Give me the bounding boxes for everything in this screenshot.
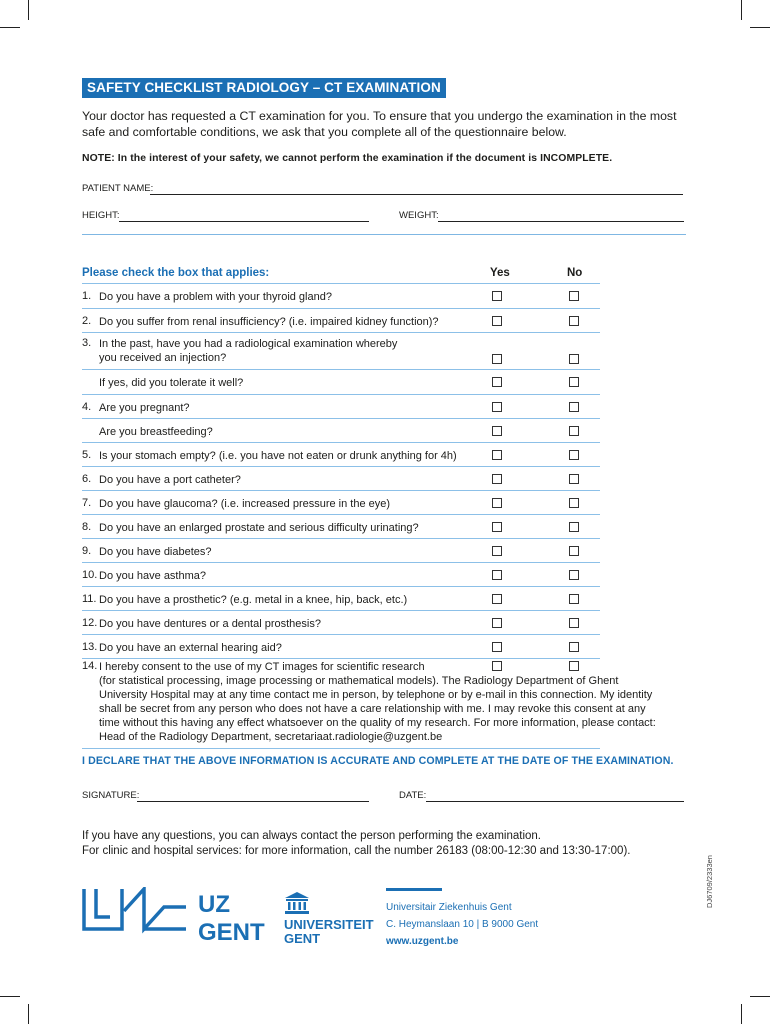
weight-label: WEIGHT:: [399, 210, 439, 221]
crop-mark: [0, 27, 20, 28]
document-title: SAFETY CHECKLIST RADIOLOGY – CT EXAMINATION: [82, 78, 446, 98]
question-text: Do you have an enlarged prostate and serious difficulty urinating?: [99, 522, 419, 534]
signature-label: SIGNATURE:: [82, 790, 140, 801]
no-column-header: No: [567, 267, 583, 279]
question-number: 5.: [82, 449, 92, 461]
hospital-name: Universitair Ziekenhuis Gent: [386, 902, 512, 913]
uz-logo-text: UZ: [198, 891, 230, 918]
signature-field[interactable]: [137, 801, 369, 802]
no-checkbox[interactable]: [569, 498, 579, 508]
consent-line: Head of the Radiology Department, secretariaat.radiologie@uzgent.be: [99, 731, 443, 743]
contact-text: [82, 829, 630, 858]
question-number: 11.: [82, 593, 97, 605]
question-number: 2.: [82, 315, 92, 327]
yes-checkbox[interactable]: [492, 594, 502, 604]
question-row-8: [82, 515, 600, 539]
yes-checkbox[interactable]: [492, 291, 502, 301]
yes-checkbox[interactable]: [492, 474, 502, 484]
date-field[interactable]: [426, 801, 684, 802]
university-gent-text: GENT: [284, 931, 321, 946]
question-row-12: [82, 611, 600, 635]
intro-text: [82, 108, 692, 140]
question-row-3b: [82, 370, 600, 395]
yes-checkbox[interactable]: [492, 618, 502, 628]
patient-name-field[interactable]: [150, 194, 683, 195]
patient-name-label: PATIENT NAME:: [82, 183, 154, 194]
yes-checkbox[interactable]: [492, 450, 502, 460]
uz-gent-logo-icon: [82, 887, 188, 943]
yes-checkbox[interactable]: [492, 661, 502, 671]
no-checkbox[interactable]: [569, 291, 579, 301]
question-number: 6.: [82, 473, 92, 485]
question-number: 13.: [82, 641, 98, 653]
question-text: Do you have dentures or a dental prosthesis?: [99, 618, 321, 630]
question-text: I hereby consent to the use of my CT images for scientific research: [99, 661, 425, 673]
question-number: 10.: [82, 569, 98, 581]
consent-line: University Hospital may at any time contact me in person, by telephone or by e-mail in this connection. My identity: [99, 689, 653, 701]
no-checkbox[interactable]: [569, 546, 579, 556]
question-text: If yes, did you tolerate it well?: [99, 377, 244, 389]
question-number: 4.: [82, 401, 92, 413]
question-number: 12.: [82, 617, 98, 629]
question-text: [99, 337, 397, 365]
question-text: Do you suffer from renal insufficiency? (i.e. impaired kidney function)?: [99, 316, 439, 328]
no-checkbox[interactable]: [569, 661, 579, 671]
crop-mark: [750, 27, 770, 28]
declaration: I DECLARE THAT THE ABOVE INFORMATION IS ACCURATE AND COMPLETE AT THE DATE OF THE EXAMINATION.: [82, 755, 674, 767]
no-checkbox[interactable]: [569, 642, 579, 652]
question-text: Do you have a problem with your thyroid gland?: [99, 291, 332, 303]
yes-column-header: Yes: [490, 267, 510, 279]
no-checkbox[interactable]: [569, 522, 579, 532]
question-text: Are you pregnant?: [99, 402, 190, 414]
question-row-6: [82, 467, 600, 491]
crop-mark: [750, 996, 770, 997]
question-number: 7.: [82, 497, 92, 509]
contact-line: If you have any questions, you can always contact the person performing the examination.: [82, 830, 541, 842]
date-label: DATE:: [399, 790, 427, 801]
checklist-instruction: Please check the box that applies:: [82, 267, 270, 279]
crop-mark: [28, 0, 29, 20]
no-checkbox[interactable]: [569, 474, 579, 484]
yes-checkbox[interactable]: [492, 498, 502, 508]
weight-field[interactable]: [438, 221, 684, 222]
height-field[interactable]: [119, 221, 369, 222]
crop-mark: [741, 0, 742, 20]
question-number: 3.: [82, 337, 92, 349]
question-number: 14.: [82, 660, 98, 672]
gent-logo-text: GENT: [198, 919, 265, 946]
yes-checkbox[interactable]: [492, 642, 502, 652]
no-checkbox[interactable]: [569, 402, 579, 412]
no-checkbox[interactable]: [569, 426, 579, 436]
no-checkbox[interactable]: [569, 594, 579, 604]
question-number: 9.: [82, 545, 92, 557]
yes-checkbox[interactable]: [492, 316, 502, 326]
yes-checkbox[interactable]: [492, 426, 502, 436]
question-row-9: [82, 539, 600, 563]
consent-text: [99, 674, 689, 744]
question-row-11: [82, 587, 600, 611]
intro-line: safe and comfortable conditions, we ask that you complete all of the questionnaire below.: [82, 125, 567, 139]
question-row-13: [82, 635, 600, 659]
question-number: 1.: [82, 290, 92, 302]
contact-line: For clinic and hospital services: for more information, call the number 26183 (08:00-12:30 and 13:30-17:00).: [82, 844, 631, 857]
no-checkbox[interactable]: [569, 618, 579, 628]
consent-line: time without this having any effect whatsoever on the quality of my research. For more information, please contact:: [99, 717, 656, 729]
hospital-website-link[interactable]: www.uzgent.be: [386, 936, 459, 947]
question-row-10: [82, 563, 600, 587]
yes-checkbox[interactable]: [492, 570, 502, 580]
university-building-icon: [284, 891, 310, 915]
incomplete-note: NOTE: In the interest of your safety, we cannot perform the examination if the document is INCOMPLETE.: [82, 153, 613, 164]
yes-checkbox[interactable]: [492, 522, 502, 532]
crop-mark: [0, 996, 20, 997]
hospital-address: C. Heymanslaan 10 | B 9000 Gent: [386, 919, 539, 930]
consent-line: shall be secret from any person who does not have a care relationship with me. I may revoke this consent at any: [99, 703, 646, 715]
yes-checkbox[interactable]: [492, 546, 502, 556]
question-row-5: [82, 443, 600, 467]
question-row-3: [82, 333, 600, 370]
height-label: HEIGHT:: [82, 210, 120, 221]
no-checkbox[interactable]: [569, 354, 579, 364]
no-checkbox[interactable]: [569, 316, 579, 326]
question-text-line: In the past, have you had a radiological examination whereby: [99, 338, 398, 350]
question-row-1: [82, 284, 600, 309]
university-logo-text: UNIVERSITEIT: [284, 917, 374, 932]
question-text: Do you have a prosthetic? (e.g. metal in a knee, hip, back, etc.): [99, 594, 408, 606]
intro-line: Your doctor has requested a CT examination for you. To ensure that you undergo the examination in the most: [82, 109, 677, 123]
question-text: Do you have an external hearing aid?: [99, 642, 282, 654]
question-number: 8.: [82, 521, 92, 533]
question-text: Do you have a port catheter?: [99, 474, 241, 486]
question-row-7: [82, 491, 600, 515]
no-checkbox[interactable]: [569, 450, 579, 460]
crop-mark: [28, 1004, 29, 1024]
question-text: Do you have diabetes?: [99, 546, 212, 558]
question-row-2: [82, 309, 600, 333]
no-checkbox[interactable]: [569, 377, 579, 387]
question-row-4b: [82, 419, 600, 443]
question-text: Are you breastfeeding?: [99, 426, 213, 438]
question-text: Is your stomach empty? (i.e. you have not eaten or drunk anything for 4h): [99, 450, 457, 462]
question-text: Do you have asthma?: [99, 570, 207, 582]
no-checkbox[interactable]: [569, 570, 579, 580]
divider: [82, 234, 686, 235]
crop-mark: [741, 1004, 742, 1024]
question-text: Do you have glaucoma? (i.e. increased pressure in the eye): [99, 498, 391, 510]
yes-checkbox[interactable]: [492, 354, 502, 364]
document-code: DJ6709/2333en: [705, 855, 714, 908]
address-accent-bar: [386, 888, 442, 891]
question-row-4: [82, 395, 600, 419]
yes-checkbox[interactable]: [492, 377, 502, 387]
yes-checkbox[interactable]: [492, 402, 502, 412]
question-text-line: you received an injection?: [99, 352, 227, 364]
consent-line: (for statistical processing, image processing or mathematical models). The Radiology Department of Ghent: [99, 675, 619, 687]
